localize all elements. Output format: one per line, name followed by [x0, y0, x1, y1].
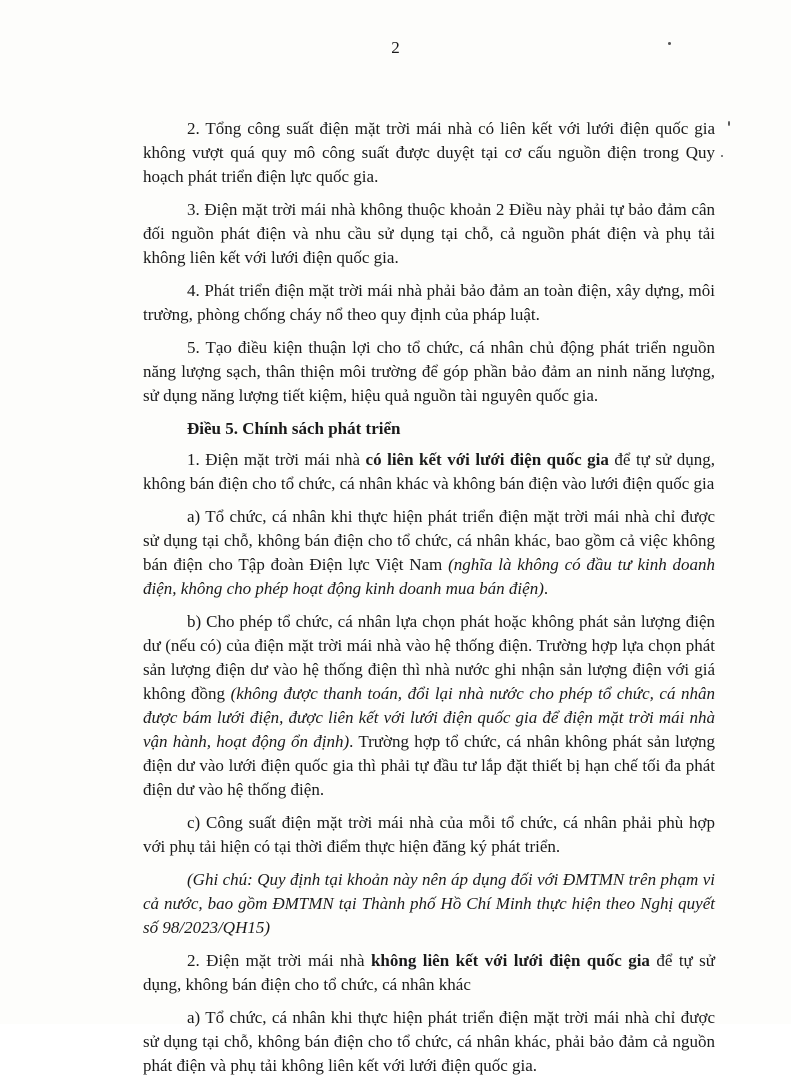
article-5-title: Điều 5. Chính sách phát triển	[187, 419, 401, 438]
article-5-point-b	[143, 610, 715, 802]
page-number: 2	[391, 38, 400, 57]
clause-1-prefix: 1. Điện mặt trời mái nhà	[187, 450, 366, 469]
document-body	[143, 117, 715, 1078]
point-b-italic: (không được thanh toán, đổi lại nhà nước cho phép tổ chức, cá nhân được bám lưới điện, được liên kết với lưới điện quốc gia để điện mặt trời mái nhà vận hành, hoạt động ổn định)	[143, 684, 716, 751]
paragraph-clause-4: 4. Phát triển điện mặt trời mái nhà phải bảo đảm an toàn điện, xây dựng, môi trường, phòng chống cháy nổ theo quy định của pháp luật.	[143, 281, 715, 324]
point-a-italic: (nghĩa là không có đầu tư kinh doanh điện, không cho phép hoạt động kinh doanh mua bán điện)	[143, 555, 716, 598]
scan-speck-icon	[668, 42, 671, 45]
paragraph-clause-3: 3. Điện mặt trời mái nhà không thuộc khoản 2 Điều này phải tự bảo đảm cân đối nguồn phát điện và nhu cầu sử dụng tại chỗ, cả nguồn phát điện và phụ tải không liên kết với lưới điện quốc gia.	[143, 200, 715, 267]
clause-1-bold: có liên kết với lưới điện quốc gia	[365, 450, 609, 469]
point-a-text: a) Tổ chức, cá nhân khi thực hiện phát triển điện mặt trời mái nhà chỉ được sử dụng tại chỗ, không bán điện cho tổ chức, cá nhân khác, bao gồm cả việc không bán điện cho Tập đoàn Điện lực Việt Nam	[143, 507, 715, 574]
article-5-point-c: c) Công suất điện mặt trời mái nhà của mỗi tổ chức, cá nhân phải phù hợp với phụ tải hiện có tại thời điểm thực hiện đăng ký phát triển.	[143, 813, 715, 856]
clause-2-bold: không liên kết với lưới điện quốc gia	[370, 951, 650, 970]
article-5-clause-1	[143, 448, 715, 496]
point-a-end: .	[543, 579, 549, 598]
clause-2-prefix: 2. Điện mặt trời mái nhà	[187, 951, 371, 970]
scan-speck-icon	[721, 155, 723, 157]
article-5-clause-2	[143, 949, 715, 997]
point-b-end: . Trường hợp tổ chức, cá nhân không phát sản lượng điện dư vào lưới điện quốc gia thì phải tự đầu tư lắp đặt thiết bị hạn chế tối đa phát điện dư vào hệ thống điện.	[143, 732, 716, 799]
article-5-note: (Ghi chú: Quy định tại khoản này nên áp dụng đối với ĐMTMN trên phạm vi cả nước, bao gồm ĐMTMN tại Thành phố Hồ Chí Minh thực hiện theo Nghị quyết số 98/2023/QH15)	[143, 870, 715, 937]
article-5-clause-2-point-a: a) Tổ chức, cá nhân khi thực hiện phát triển điện mặt trời mái nhà chỉ được sử dụng tại chỗ, không bán điện cho tổ chức, cá nhân khác, phải bảo đảm cả nguồn phát điện và phụ tải không liên kết với lưới điện quốc gia.	[143, 1008, 715, 1075]
paragraph-clause-5: 5. Tạo điều kiện thuận lợi cho tổ chức, cá nhân chủ động phát triển nguồn năng lượng sạch, thân thiện môi trường để góp phần bảo đảm an ninh năng lượng, sử dụng năng lượng tiết kiệm, hiệu quả nguồn tài nguyên quốc gia.	[143, 338, 715, 405]
clause-1-suffix: để tự sử dụng, không bán điện cho tổ chức, cá nhân khác và không bán điện vào lưới điện quốc gia	[143, 450, 715, 493]
paragraph-clause-2: 2. Tổng công suất điện mặt trời mái nhà có liên kết với lưới điện quốc gia không vượt quá quy mô công suất được duyệt tại cơ cấu nguồn điện trong Quy hoạch phát triển điện lực quốc gia.	[143, 119, 715, 186]
point-b-text: b) Cho phép tổ chức, cá nhân lựa chọn phát hoặc không phát sản lượng điện dư (nếu có) của điện mặt trời mái nhà vào hệ thống điện. Trường hợp lựa chọn phát sản lượng điện dư vào hệ thống điện thì nhà nước ghi nhận sản lượng điện với giá không đồng	[143, 612, 715, 703]
clause-2-suffix: để tự sử dụng, không bán điện cho tổ chức, cá nhân khác	[143, 951, 716, 994]
scan-speck-icon	[728, 121, 730, 126]
article-5-point-a	[143, 505, 715, 601]
